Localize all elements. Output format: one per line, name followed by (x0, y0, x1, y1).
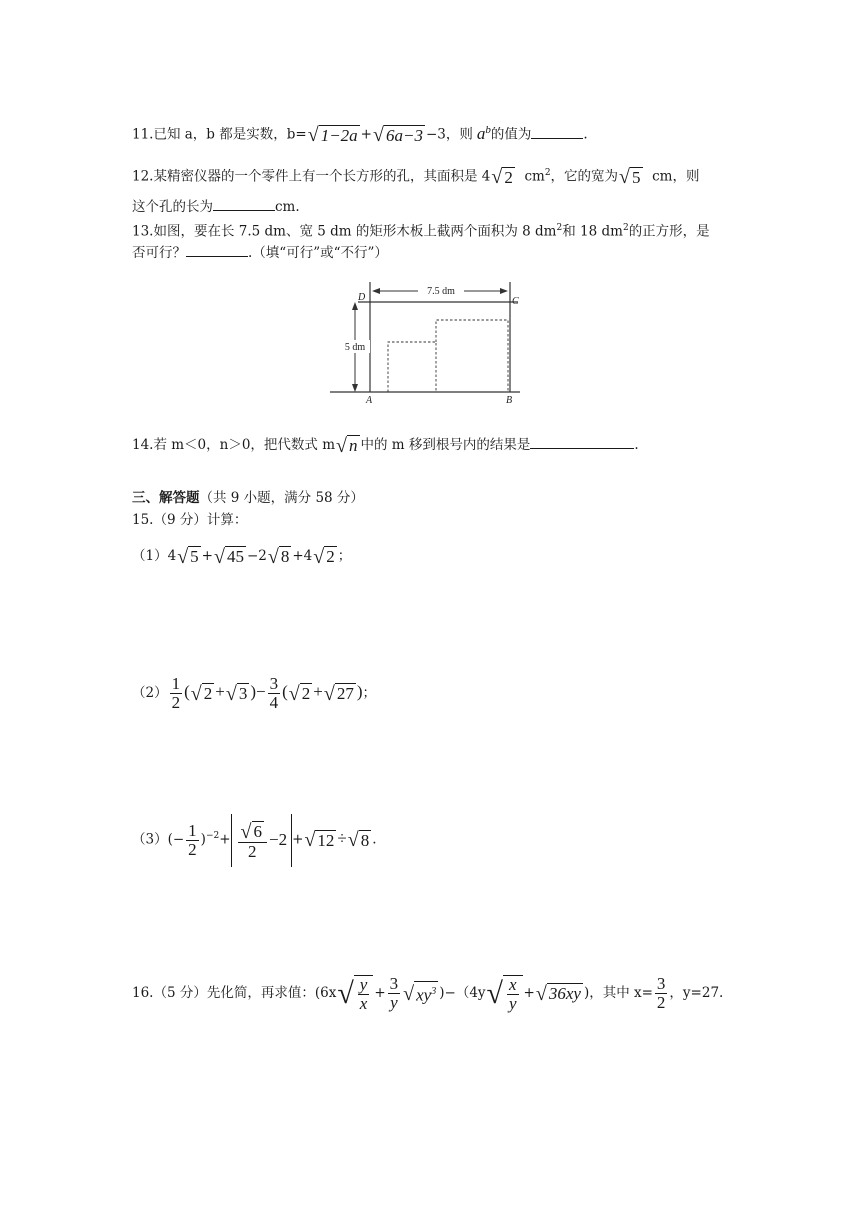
vertex-a-label: A (366, 395, 373, 404)
vertex-d-label: D (358, 292, 366, 303)
answer-blank[interactable] (213, 196, 275, 211)
question-11: 11.已知 a，b 都是实数，b=√ 1−2a +√ 6a−3 −3，则 $a^b$的值为 . (132, 123, 588, 146)
radical: √ 12 (304, 829, 335, 852)
vertex-c-label: C (512, 296, 519, 307)
radical: √ 36xy (535, 982, 581, 1005)
rectangle-board-figure (330, 282, 530, 404)
radical: √ n (336, 434, 358, 457)
radical: √ 3 (225, 682, 248, 705)
fraction: $\frac{3}{2}$ (656, 974, 666, 1012)
question-15-part-2: （2） $\frac{1}{2}$ (√ 2 +√ 3 )− $\frac{3}{4}$ (√ 2 +√ 27 )； (132, 674, 376, 712)
fraction: $\frac{y}{x}$ (359, 974, 368, 1013)
fraction: $\frac{3}{y}$ (389, 974, 399, 1012)
radical: √ 8 (267, 545, 290, 568)
question-16: 16.（5 分）先化简，再求值：(6x√ $\frac{y}{x}$ + $\frac{3}{y}$ √ $xy^3$ )−（4y√ $\frac{x}{y}$ +√ 36xy )，其中 x= $\frac{3}{2}$ ，y=27. (132, 968, 723, 1019)
radical: √ $xy^3$ (403, 982, 437, 1006)
question-12-line1: 12.某精密仪器的一个零件上有一个长方形的孔，其面积是 4√ 2 $cm^2$，它的宽为√ 5 cm，则 (132, 166, 700, 188)
radical: √ 5 (177, 545, 199, 568)
radical: √ $\frac{y}{x}$ (337, 968, 373, 1019)
question-13-line1: 13.如图，要在长 7.5 dm、宽 5 dm 的矩形木板上截两个面积为 8 $dm^2$和 18 $dm^2$的正方形，是 (132, 223, 710, 240)
section-heading: 三、解答题（共 9 小题，满分 58 分） (132, 490, 364, 506)
answer-blank[interactable] (531, 124, 583, 139)
fraction: $\frac{1}{2}$ (171, 674, 181, 712)
question-14: 14.若 m＜0，n＞0，把代数式 m√ n 中的 m 移到根号内的结果是 . (132, 434, 639, 457)
fraction: $\frac{1}{2}$ (188, 820, 197, 859)
fraction: $\frac{3}{4}$ (269, 674, 279, 712)
radical: √ 2 (190, 682, 213, 705)
fraction: $\frac{x}{y}$ (509, 974, 517, 1013)
radical: √ 2 (313, 545, 335, 568)
vertex-b-label: B (506, 395, 513, 404)
question-13-line2: 否可行？ .（填“可行”或“不行”） (132, 242, 388, 263)
radical: √ $\frac{x}{y}$ (487, 968, 523, 1019)
absolute-value: $\frac{√ 6}{2}$ −2 (231, 814, 293, 867)
question-15-part-1: （1）4√ 5 +√ 45 −2√ 8 +4√ 2 ； (132, 545, 352, 568)
fraction: $\frac{√ 6}{2}$ (238, 821, 267, 861)
width-label: 5 dm (344, 342, 366, 353)
answer-blank[interactable] (530, 434, 634, 449)
radical: √ 1−2a (307, 124, 358, 146)
radical: √ 6a−3 (372, 124, 423, 146)
question-15-head: 15.（9 分）计算： (132, 512, 248, 528)
answer-blank[interactable] (186, 242, 248, 257)
question-15-part-3: （3）(− $\frac{1}{2}$ )$^{-2}$+ $\frac{√ 6}{2}$ −2 +√ 12 ÷√ 8 . (132, 810, 377, 867)
question-12-line2: 这个孔的长为 cm. (132, 196, 300, 217)
radical: √ 5 (619, 166, 641, 188)
length-label: 7.5 dm (427, 286, 455, 297)
radical: √ 2 (491, 166, 513, 188)
radical: √ 8 (347, 829, 370, 852)
radical: √ 2 (288, 682, 311, 705)
radical: √ 27 (323, 682, 354, 705)
radical: √ 45 (213, 545, 244, 568)
